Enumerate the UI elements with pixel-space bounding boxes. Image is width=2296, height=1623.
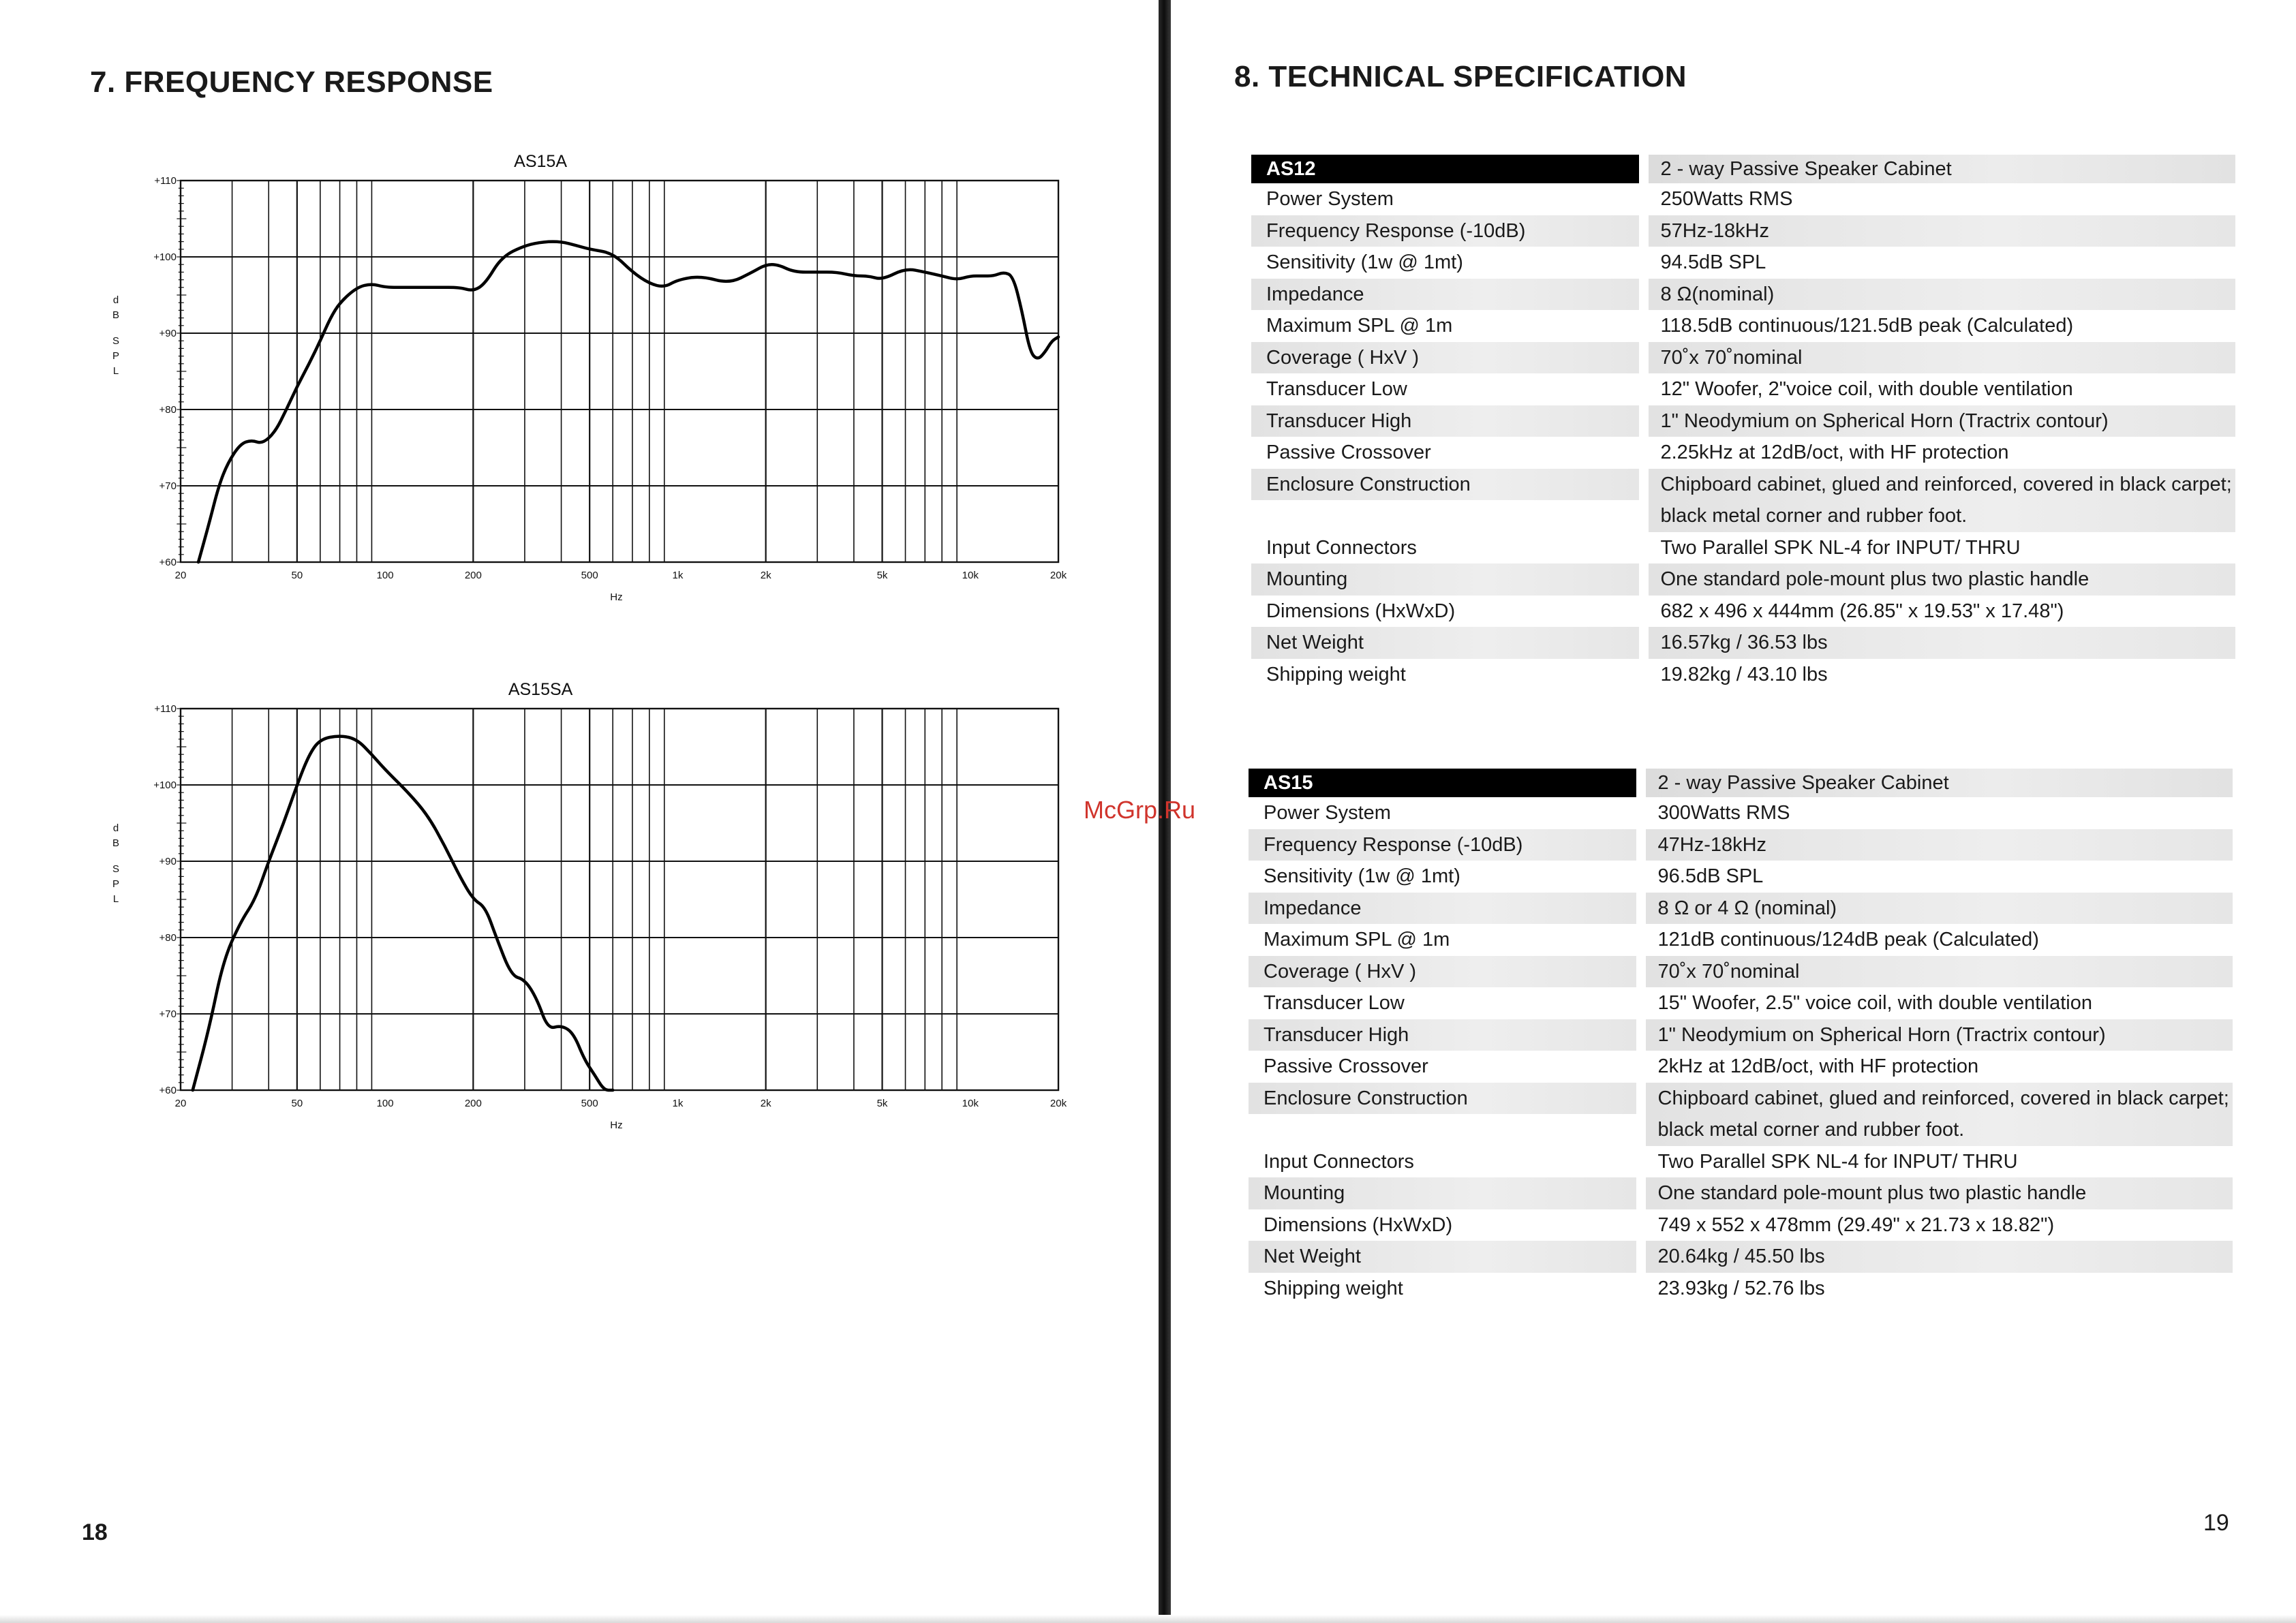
spec-value-line: 8 Ω(nominal) (1660, 283, 1775, 305)
spec-value-line: 118.5dB continuous/121.5dB peak (Calculated) (1660, 315, 2074, 337)
x-tick-label: 10k (962, 1098, 979, 1109)
plot-frame (181, 181, 1058, 562)
spec-row (1251, 215, 2235, 247)
x-tick-label: 20 (174, 570, 187, 581)
y-tick-label: +100 (153, 251, 177, 263)
x-tick-label: 20k (1050, 1098, 1067, 1109)
spec-row (1249, 1177, 2233, 1209)
spec-row (1251, 342, 2235, 374)
spec-table-as15 (1249, 769, 2233, 1304)
spec-label: Mounting (1251, 563, 1639, 596)
y-axis-label-letter: B (112, 309, 120, 321)
spec-model-name: AS12 (1251, 155, 1639, 183)
technical-specification-title: 8. TECHNICAL SPECIFICATION (1234, 60, 1687, 93)
spec-value (1649, 279, 2236, 311)
x-tick-label: 50 (291, 1098, 303, 1109)
spec-row (1249, 1051, 2233, 1083)
x-tick-label: 20 (174, 1098, 187, 1109)
x-tick-label: 50 (291, 570, 303, 581)
spec-label: Shipping weight (1266, 663, 1406, 685)
spec-row (1251, 596, 2235, 628)
x-tick-label: 1k (672, 570, 684, 581)
spec-row (1251, 469, 2235, 532)
spec-value-line: 16.57kg / 36.53 lbs (1660, 632, 1828, 653)
spec-row (1251, 563, 2235, 596)
spec-value (1649, 469, 2236, 532)
x-tick-label: 500 (581, 570, 598, 581)
spec-row (1251, 310, 2235, 342)
x-axis-label: Hz (610, 1119, 623, 1131)
spec-label: Maximum SPL @ 1m (1264, 929, 1450, 950)
spec-value (1649, 532, 2236, 564)
spec-value-line: One standard pole-mount plus two plastic handle (1660, 568, 2090, 590)
spec-row (1249, 1083, 2233, 1146)
spec-label: Power System (1264, 802, 1391, 824)
spec-value (1649, 563, 2236, 596)
y-tick-label: +110 (154, 703, 177, 715)
y-tick-label: +100 (153, 779, 177, 791)
spec-value (1649, 405, 2236, 437)
spec-value-line: Chipboard cabinet, glued and reinforced, covered in black carpet; (1660, 473, 2232, 495)
spec-row (1251, 405, 2235, 437)
spec-label: Passive Crossover (1264, 1055, 1428, 1077)
spec-value-line: 2.25kHz at 12dB/oct, with HF protection (1660, 442, 2009, 463)
x-tick-label: 5k (876, 570, 888, 581)
x-tick-label: 5k (876, 1098, 888, 1109)
spec-row (1251, 247, 2235, 279)
chart-as15a-svg (95, 140, 1067, 603)
spec-label: Net Weight (1251, 627, 1639, 659)
spec-row (1249, 861, 2233, 893)
y-tick-label: +70 (159, 1008, 177, 1020)
spec-value-line: 96.5dB SPL (1657, 865, 1764, 887)
page-number-right: 19 (2203, 1510, 2229, 1536)
spec-value-line: 1" Neodymium on Spherical Horn (Tractrix contour) (1660, 409, 2109, 432)
x-tick-label: 20k (1050, 570, 1067, 581)
x-tick-label: 100 (376, 1098, 394, 1109)
spec-header-row (1249, 769, 2233, 797)
spec-label: Transducer High (1251, 405, 1639, 437)
y-tick-label: +110 (154, 175, 177, 187)
spec-value (1646, 893, 2233, 925)
spec-value (1646, 797, 2233, 829)
spec-label: Sensitivity (1w @ 1mt) (1266, 251, 1463, 273)
spec-value-line-2: black metal corner and rubber foot. (1657, 1119, 1965, 1141)
spec-value-line: 15" Woofer, 2.5" voice coil, with double ventilation (1657, 992, 2092, 1014)
chart-as15sa-svg (95, 668, 1067, 1131)
spec-value (1646, 1177, 2233, 1209)
spec-value-line: 57Hz-18kHz (1660, 219, 1770, 242)
spec-value (1649, 183, 2236, 215)
spec-row (1249, 1273, 2233, 1305)
spec-label: Input Connectors (1266, 536, 1417, 559)
spec-row (1249, 987, 2233, 1019)
spec-label: Enclosure Construction (1249, 1083, 1636, 1115)
spec-value (1649, 247, 2236, 279)
spec-value (1646, 1019, 2233, 1051)
spec-row (1249, 797, 2233, 829)
spec-value (1646, 861, 2233, 893)
spec-value-line: 8 Ω or 4 Ω (nominal) (1657, 897, 1837, 919)
y-tick-label: +70 (159, 480, 177, 492)
plot-frame (181, 709, 1058, 1090)
frequency-response-curve (198, 242, 1058, 562)
spec-label: Dimensions (HxWxD) (1266, 600, 1456, 622)
spec-value-line: 121dB continuous/124dB peak (Calculated) (1657, 929, 2039, 950)
frequency-response-title: 7. FREQUENCY RESPONSE (90, 65, 493, 99)
x-tick-label: 1k (672, 1098, 684, 1109)
spec-value (1646, 1146, 2233, 1178)
spec-row (1249, 1241, 2233, 1273)
x-axis-label: Hz (610, 591, 623, 603)
chart-as15sa (95, 668, 1067, 1131)
spec-label: Impedance (1251, 279, 1639, 311)
spec-row (1251, 279, 2235, 311)
x-tick-label: 200 (464, 1098, 482, 1109)
chart-title: AS15A (514, 152, 568, 171)
y-tick-label: +80 (159, 932, 177, 944)
spec-header-row (1251, 155, 2235, 183)
spec-label: Coverage ( HxV ) (1251, 342, 1639, 374)
x-tick-label: 200 (464, 570, 482, 581)
spec-row (1251, 627, 2235, 659)
spec-label: Coverage ( HxV ) (1249, 956, 1636, 988)
spec-label: Transducer Low (1264, 992, 1405, 1014)
spec-label: Enclosure Construction (1251, 469, 1639, 501)
spec-value-line: Two Parallel SPK NL-4 for INPUT/ THRU (1657, 1150, 2018, 1173)
spec-label: Passive Crossover (1266, 442, 1431, 463)
spec-value-line: 300Watts RMS (1657, 802, 1790, 824)
spec-value-line: 749 x 552 x 478mm (29.49" x 21.73 x 18.82") (1657, 1214, 2055, 1236)
spec-value-line: Two Parallel SPK NL-4 for INPUT/ THRU (1660, 536, 2021, 559)
y-tick-label: +80 (159, 404, 177, 416)
spec-label: Transducer Low (1266, 378, 1407, 400)
spec-value-line: 70˚x 70˚nominal (1660, 346, 1803, 369)
frequency-response-curve (193, 737, 613, 1090)
spec-value (1649, 310, 2236, 342)
spec-value (1646, 1241, 2233, 1273)
y-axis-label-letter: d (112, 822, 119, 834)
y-tick-label: +60 (159, 1085, 177, 1096)
spec-label: Transducer High (1249, 1019, 1636, 1051)
spec-label: Net Weight (1249, 1241, 1636, 1273)
spec-label: Mounting (1249, 1177, 1636, 1209)
spec-label: Frequency Response (-10dB) (1251, 215, 1639, 247)
spec-value-line-2: black metal corner and rubber foot. (1660, 505, 1968, 527)
spec-value (1646, 924, 2233, 956)
spec-value-line: One standard pole-mount plus two plastic handle (1657, 1182, 2087, 1204)
spec-value-line: 19.82kg / 43.10 lbs (1660, 663, 1828, 685)
spec-value-line: 20.64kg / 45.50 lbs (1657, 1246, 1825, 1267)
spec-value (1646, 956, 2233, 988)
spec-row (1251, 532, 2235, 564)
y-axis-label-letter: d (112, 294, 119, 306)
x-tick-label: 10k (962, 570, 979, 581)
spec-model-name: AS15 (1249, 769, 1636, 797)
spec-value-line: 70˚x 70˚nominal (1657, 960, 1800, 983)
spec-value (1649, 437, 2236, 469)
y-tick-label: +60 (159, 557, 177, 568)
y-axis-label-letter: L (112, 365, 119, 377)
spec-value (1649, 596, 2236, 628)
spec-label: Maximum SPL @ 1m (1266, 315, 1453, 337)
spec-row (1249, 1146, 2233, 1178)
spec-label: Dimensions (HxWxD) (1264, 1214, 1453, 1236)
spec-label: Shipping weight (1264, 1277, 1403, 1299)
y-axis-label-letter: B (112, 837, 120, 849)
spec-table-as12 (1251, 155, 2235, 690)
page-number-left: 18 (82, 1519, 108, 1545)
spec-value (1649, 342, 2236, 374)
spec-row (1251, 659, 2235, 691)
spec-value (1649, 627, 2236, 659)
spec-value (1646, 1273, 2233, 1305)
spec-value-line: 250Watts RMS (1660, 188, 1793, 210)
y-tick-label: +90 (159, 328, 177, 339)
spec-model-description: 2 - way Passive Speaker Cabinet (1646, 769, 2233, 797)
spec-value-line: Chipboard cabinet, glued and reinforced, covered in black carpet; (1657, 1087, 2229, 1109)
spec-value (1646, 1083, 2233, 1146)
x-tick-label: 2k (760, 570, 771, 581)
y-tick-label: +90 (159, 856, 177, 867)
spec-row (1251, 373, 2235, 405)
spec-label: Impedance (1249, 893, 1636, 925)
spec-row (1249, 829, 2233, 861)
spec-label: Power System (1266, 188, 1394, 210)
spec-row (1249, 893, 2233, 925)
y-axis-label-letter: P (112, 350, 120, 362)
spec-value-line: 12" Woofer, 2"voice coil, with double ventilation (1660, 378, 2073, 400)
spec-label: Input Connectors (1264, 1150, 1414, 1173)
spec-value-line: 682 x 496 x 444mm (26.85" x 19.53" x 17.48") (1660, 600, 2064, 622)
spec-row (1249, 1019, 2233, 1051)
y-axis-label-letter: P (112, 878, 120, 890)
x-tick-label: 500 (581, 1098, 598, 1109)
spec-value-line: 1" Neodymium on Spherical Horn (Tractrix contour) (1657, 1023, 2106, 1046)
y-axis-label-letter: S (112, 863, 120, 875)
spec-row (1249, 924, 2233, 956)
spec-model-description: 2 - way Passive Speaker Cabinet (1649, 155, 2236, 183)
chart-as15a (95, 140, 1067, 603)
spec-value (1649, 373, 2236, 405)
spec-value (1649, 215, 2236, 247)
spec-value-line: 94.5dB SPL (1660, 251, 1766, 273)
spec-row (1251, 183, 2235, 215)
page-bottom-edge (0, 1615, 2296, 1623)
y-axis-label-letter: L (112, 893, 119, 905)
spec-value (1646, 829, 2233, 861)
x-tick-label: 2k (760, 1098, 771, 1109)
spec-value (1646, 1051, 2233, 1083)
x-tick-label: 100 (376, 570, 394, 581)
spec-row (1251, 437, 2235, 469)
spec-value-line: 2kHz at 12dB/oct, with HF protection (1657, 1055, 1979, 1077)
spec-value-line: 23.93kg / 52.76 lbs (1657, 1277, 1825, 1299)
spec-label: Frequency Response (-10dB) (1249, 829, 1636, 861)
spec-value (1646, 1209, 2233, 1241)
spec-label: Sensitivity (1w @ 1mt) (1264, 865, 1460, 887)
chart-title: AS15SA (508, 680, 573, 699)
spec-value-line: 47Hz-18kHz (1657, 833, 1767, 856)
spec-value (1646, 987, 2233, 1019)
spec-row (1249, 956, 2233, 988)
y-axis-label-letter: S (112, 335, 120, 347)
watermark: McGrp.Ru (1084, 796, 1196, 824)
spec-value (1649, 659, 2236, 691)
spec-row (1249, 1209, 2233, 1241)
